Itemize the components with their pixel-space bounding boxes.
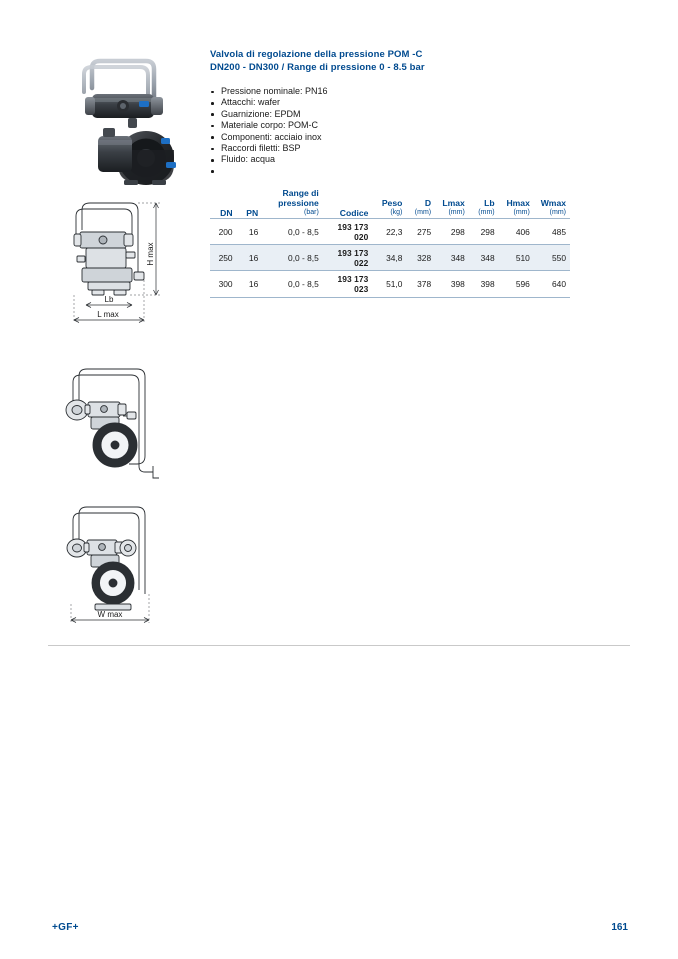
- column-header-d-label: D: [424, 198, 432, 208]
- column-header-pn: [237, 188, 263, 219]
- cell-peso: 34,8: [372, 245, 406, 271]
- column-header-d-unit: (mm): [414, 209, 432, 216]
- column-header-d: [406, 188, 435, 219]
- dimension-label-wmax: W max: [97, 610, 123, 619]
- cell-pn: 16: [237, 271, 263, 297]
- cell-d: 275: [406, 219, 435, 245]
- column-header-wmax-label: Wmax: [540, 198, 566, 208]
- column-header-peso-label: Peso: [381, 198, 403, 208]
- column-header-lb-label: Lb: [484, 198, 495, 208]
- cell-hmax: 406: [499, 219, 534, 245]
- column-header-codice: [323, 188, 373, 219]
- cell-lb: 298: [469, 219, 499, 245]
- dimension-drawing-width-svg: [55, 500, 195, 635]
- cell-range: 0,0 - 8,5: [262, 271, 323, 297]
- table-header-row: [210, 188, 570, 219]
- technical-drawing-side: [55, 360, 195, 490]
- cell-codice: 193 173 022: [323, 245, 373, 271]
- list-item: Raccordi filetti: BSP: [210, 143, 540, 154]
- table-body: [210, 219, 570, 298]
- heading-line-1: Valvola di regolazione della pressione POM -C: [210, 49, 423, 60]
- cell-lb: 348: [469, 245, 499, 271]
- table-row: [210, 219, 570, 245]
- cell-hmax: 596: [499, 271, 534, 297]
- list-item: Componenti: acciaio inox: [210, 132, 540, 143]
- technical-drawing-side-svg: [55, 360, 195, 490]
- column-header-lb: [469, 188, 499, 219]
- footer-divider: [48, 645, 630, 646]
- cell-pn: 16: [237, 219, 263, 245]
- product-photo-svg: [40, 52, 190, 187]
- cell-d: 378: [406, 271, 435, 297]
- column-header-dn: [210, 188, 237, 219]
- list-item: Attacchi: wafer: [210, 97, 540, 108]
- cell-lb: 398: [469, 271, 499, 297]
- column-header-lb-unit: (mm): [478, 209, 495, 216]
- column-header-range: [262, 188, 323, 219]
- list-item: Pressione nominale: PN16: [210, 86, 540, 97]
- page-number: 161: [611, 922, 628, 933]
- cell-dn: 200: [210, 219, 237, 245]
- column-header-wmax: [534, 188, 570, 219]
- table-row: [210, 245, 570, 271]
- cell-codice: 193 173 023: [323, 271, 373, 297]
- list-item: Materiale corpo: POM-C: [210, 120, 540, 131]
- brand-logo: +GF+: [52, 922, 79, 933]
- cell-hmax: 510: [499, 245, 534, 271]
- cell-wmax: 640: [534, 271, 570, 297]
- cell-lmax: 298: [435, 219, 469, 245]
- dimension-label-lmax: L max: [97, 310, 119, 319]
- column-header-lmax-label: Lmax: [442, 198, 465, 208]
- cell-peso: 51,0: [372, 271, 406, 297]
- cell-codice: 193 173 020: [323, 219, 373, 245]
- column-header-hmax: [499, 188, 534, 219]
- cell-peso: 22,3: [372, 219, 406, 245]
- cell-lmax: 398: [435, 271, 469, 297]
- heading-line-2: DN200 - DN300 / Range di pressione 0 - 8.5 bar: [210, 62, 425, 73]
- column-header-lmax: [435, 188, 469, 219]
- column-header-hmax-label: Hmax: [506, 198, 530, 208]
- column-header-range-label: Range di pressione: [278, 188, 319, 208]
- column-header-peso: [372, 188, 406, 219]
- cell-dn: 300: [210, 271, 237, 297]
- dimension-label-hmax: H max: [146, 242, 155, 266]
- column-header-peso-unit: (kg): [390, 209, 403, 216]
- cell-pn: 16: [237, 245, 263, 271]
- product-heading: [210, 48, 610, 74]
- cell-wmax: 550: [534, 245, 570, 271]
- product-photo: [40, 52, 190, 187]
- table-header: [210, 188, 570, 219]
- column-header-lmax-unit: (mm): [448, 209, 465, 216]
- column-header-codice-label: Codice: [339, 208, 369, 218]
- column-header-pn-label: PN: [246, 208, 259, 218]
- column-header-range-unit: (bar): [304, 209, 319, 216]
- cell-d: 328: [406, 245, 435, 271]
- product-table: [210, 188, 570, 298]
- column-header-wmax-unit: (mm): [549, 209, 566, 216]
- dimension-drawing-width: [55, 500, 195, 635]
- table-row: [210, 271, 570, 297]
- column-header-dn-label: DN: [220, 208, 233, 218]
- cell-wmax: 485: [534, 219, 570, 245]
- cell-lmax: 348: [435, 245, 469, 271]
- specification-list: [210, 86, 540, 166]
- list-item: Guarnizione: EPDM: [210, 109, 540, 120]
- column-header-hmax-unit: (mm): [513, 209, 530, 216]
- cell-range: 0,0 - 8,5: [262, 245, 323, 271]
- dimension-label-lb: Lb: [104, 295, 114, 304]
- cell-range: 0,0 - 8,5: [262, 219, 323, 245]
- cell-dn: 250: [210, 245, 237, 271]
- dimension-drawing-front: [52, 196, 202, 336]
- dimension-drawing-front-svg: [52, 196, 202, 336]
- list-item: Fluido: acqua: [210, 154, 540, 165]
